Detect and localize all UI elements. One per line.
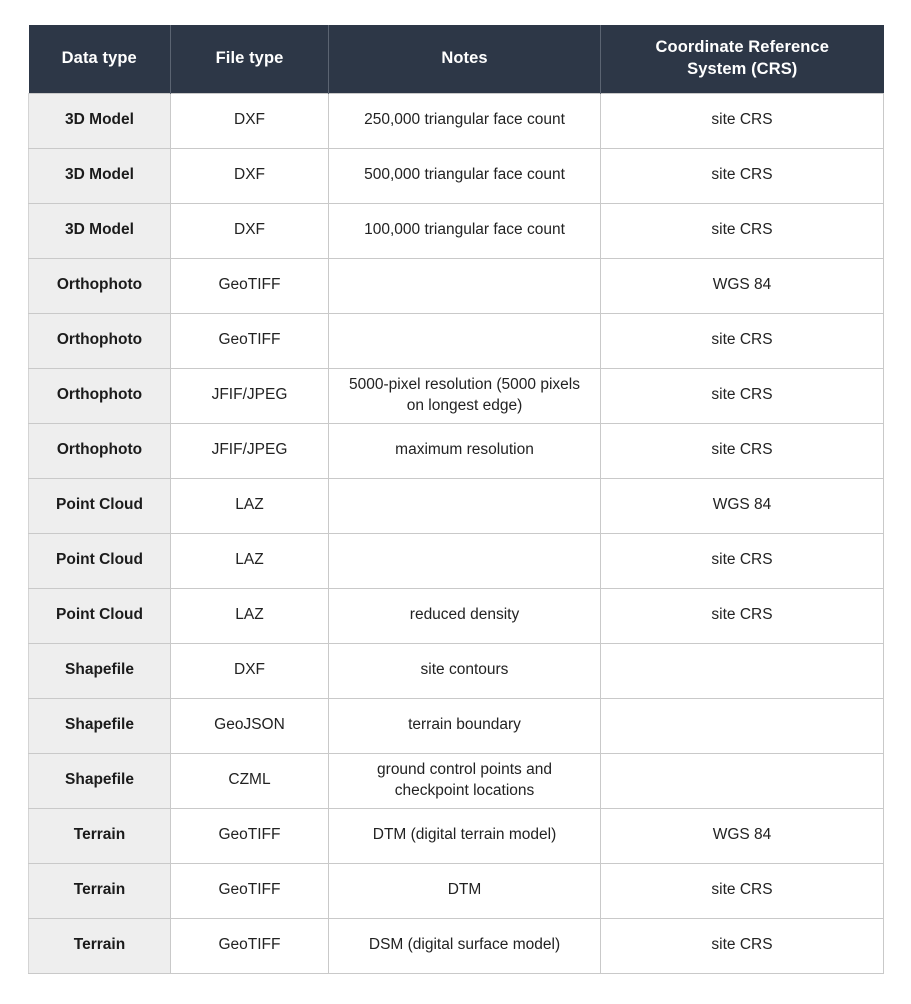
cell-file-type: LAZ bbox=[171, 588, 329, 643]
table-row bbox=[29, 368, 884, 423]
cell-file-type: GeoTIFF bbox=[171, 808, 329, 863]
cell-data-type: Shapefile bbox=[29, 753, 171, 808]
cell-notes: site contours bbox=[329, 643, 601, 698]
cell-crs: site CRS bbox=[601, 423, 884, 478]
cell-file-type: LAZ bbox=[171, 478, 329, 533]
cell-file-type: GeoTIFF bbox=[171, 258, 329, 313]
table-row bbox=[29, 918, 884, 973]
table-row bbox=[29, 423, 884, 478]
cell-file-type: GeoJSON bbox=[171, 698, 329, 753]
table-row bbox=[29, 313, 884, 368]
cell-notes: 5000-pixel resolution (5000 pixels on longest edge) bbox=[329, 368, 601, 423]
table-row bbox=[29, 148, 884, 203]
cell-notes bbox=[329, 533, 601, 588]
table-row bbox=[29, 698, 884, 753]
cell-crs bbox=[601, 698, 884, 753]
cell-data-type: Point Cloud bbox=[29, 478, 171, 533]
cell-notes bbox=[329, 478, 601, 533]
cell-data-type: Terrain bbox=[29, 808, 171, 863]
cell-crs: WGS 84 bbox=[601, 478, 884, 533]
table-row bbox=[29, 863, 884, 918]
cell-notes: DSM (digital surface model) bbox=[329, 918, 601, 973]
cell-notes bbox=[329, 258, 601, 313]
cell-notes: DTM (digital terrain model) bbox=[329, 808, 601, 863]
cell-data-type: 3D Model bbox=[29, 203, 171, 258]
cell-crs bbox=[601, 643, 884, 698]
cell-file-type: CZML bbox=[171, 753, 329, 808]
cell-data-type: Terrain bbox=[29, 863, 171, 918]
table-container bbox=[28, 25, 883, 974]
column-header-file-type: File type bbox=[171, 25, 329, 93]
column-header-crs-line2: System (CRS) bbox=[687, 59, 798, 78]
cell-data-type: Orthophoto bbox=[29, 423, 171, 478]
cell-notes: 500,000 triangular face count bbox=[329, 148, 601, 203]
cell-crs: site CRS bbox=[601, 588, 884, 643]
table-row bbox=[29, 93, 884, 148]
column-header-crs bbox=[601, 25, 884, 93]
cell-crs: site CRS bbox=[601, 148, 884, 203]
cell-data-type: Orthophoto bbox=[29, 258, 171, 313]
table-row bbox=[29, 588, 884, 643]
table-header bbox=[29, 25, 884, 93]
cell-notes: DTM bbox=[329, 863, 601, 918]
cell-data-type: Shapefile bbox=[29, 643, 171, 698]
cell-crs: WGS 84 bbox=[601, 258, 884, 313]
cell-file-type: LAZ bbox=[171, 533, 329, 588]
cell-notes: terrain boundary bbox=[329, 698, 601, 753]
cell-file-type: DXF bbox=[171, 93, 329, 148]
cell-data-type: 3D Model bbox=[29, 93, 171, 148]
column-header-data-type: Data type bbox=[29, 25, 171, 93]
data-deliverables-table bbox=[28, 25, 884, 974]
table-header-row bbox=[29, 25, 884, 93]
cell-file-type: JFIF/JPEG bbox=[171, 368, 329, 423]
cell-crs: site CRS bbox=[601, 93, 884, 148]
cell-file-type: DXF bbox=[171, 148, 329, 203]
cell-crs: site CRS bbox=[601, 533, 884, 588]
cell-data-type: Point Cloud bbox=[29, 533, 171, 588]
cell-file-type: DXF bbox=[171, 643, 329, 698]
cell-data-type: Point Cloud bbox=[29, 588, 171, 643]
cell-file-type: GeoTIFF bbox=[171, 863, 329, 918]
table-row bbox=[29, 478, 884, 533]
table-row bbox=[29, 643, 884, 698]
cell-notes: 250,000 triangular face count bbox=[329, 93, 601, 148]
cell-data-type: Terrain bbox=[29, 918, 171, 973]
table-row bbox=[29, 203, 884, 258]
cell-data-type: Shapefile bbox=[29, 698, 171, 753]
cell-crs: WGS 84 bbox=[601, 808, 884, 863]
table-row bbox=[29, 808, 884, 863]
cell-notes: ground control points and checkpoint locations bbox=[329, 753, 601, 808]
cell-crs: site CRS bbox=[601, 313, 884, 368]
table-row bbox=[29, 753, 884, 808]
cell-data-type: 3D Model bbox=[29, 148, 171, 203]
cell-crs bbox=[601, 753, 884, 808]
cell-file-type: GeoTIFF bbox=[171, 918, 329, 973]
cell-crs: site CRS bbox=[601, 918, 884, 973]
cell-file-type: GeoTIFF bbox=[171, 313, 329, 368]
cell-notes: maximum resolution bbox=[329, 423, 601, 478]
cell-notes: 100,000 triangular face count bbox=[329, 203, 601, 258]
table-body bbox=[29, 93, 884, 973]
column-header-notes: Notes bbox=[329, 25, 601, 93]
cell-file-type: DXF bbox=[171, 203, 329, 258]
cell-notes: reduced density bbox=[329, 588, 601, 643]
cell-file-type: JFIF/JPEG bbox=[171, 423, 329, 478]
column-header-crs-line1: Coordinate Reference bbox=[655, 38, 829, 56]
cell-crs: site CRS bbox=[601, 368, 884, 423]
cell-data-type: Orthophoto bbox=[29, 313, 171, 368]
cell-data-type: Orthophoto bbox=[29, 368, 171, 423]
table-row bbox=[29, 258, 884, 313]
table-row bbox=[29, 533, 884, 588]
cell-crs: site CRS bbox=[601, 863, 884, 918]
cell-notes bbox=[329, 313, 601, 368]
cell-crs: site CRS bbox=[601, 203, 884, 258]
